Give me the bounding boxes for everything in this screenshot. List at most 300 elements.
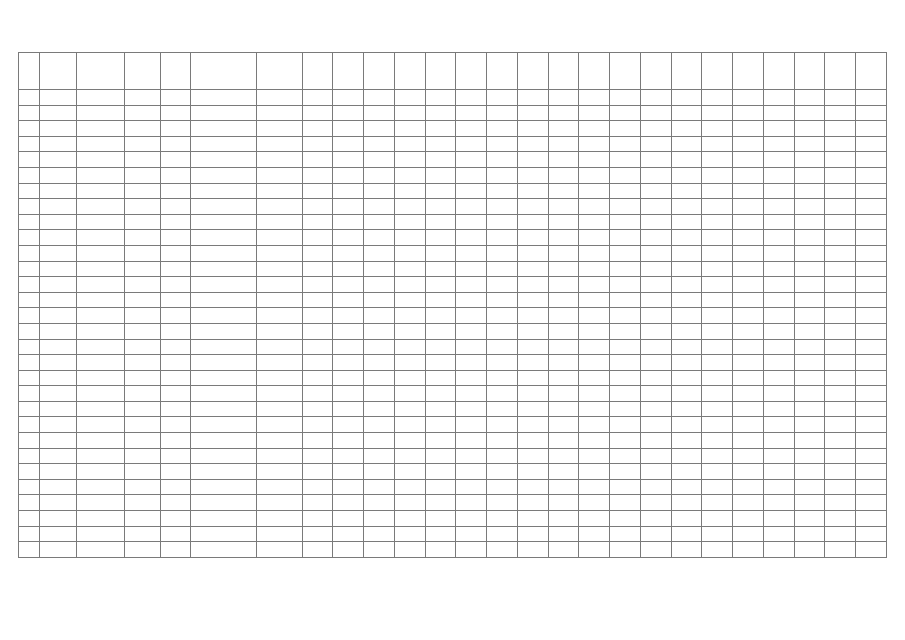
table-cell — [733, 464, 764, 480]
table-cell — [610, 386, 641, 402]
table-cell — [671, 277, 702, 293]
table-cell — [302, 370, 333, 386]
table-cell — [190, 417, 256, 433]
table-cell — [487, 526, 518, 542]
table-cell — [19, 105, 40, 121]
table-cell — [548, 464, 579, 480]
table-cell — [517, 339, 548, 355]
table-cell — [190, 401, 256, 417]
table-cell — [671, 526, 702, 542]
table-cell — [702, 308, 733, 324]
table-cell — [425, 542, 456, 558]
table-cell — [364, 464, 395, 480]
table-cell — [19, 370, 40, 386]
table-cell — [610, 261, 641, 277]
table-cell — [517, 417, 548, 433]
table-cell — [425, 433, 456, 449]
table-cell — [456, 323, 487, 339]
table-cell — [333, 245, 364, 261]
table-cell — [302, 417, 333, 433]
table-cell — [671, 136, 702, 152]
table-cell — [487, 308, 518, 324]
table-cell — [579, 511, 610, 527]
table-cell — [161, 370, 191, 386]
table-row — [19, 167, 887, 183]
table-cell — [257, 308, 303, 324]
table-cell — [302, 183, 333, 199]
table-cell — [548, 526, 579, 542]
table-cell — [257, 214, 303, 230]
table-cell — [794, 370, 825, 386]
table-cell — [487, 136, 518, 152]
table-row — [19, 136, 887, 152]
table-cell — [579, 90, 610, 106]
table-cell — [763, 136, 794, 152]
table-cell — [161, 386, 191, 402]
table-cell — [548, 511, 579, 527]
table-cell — [394, 261, 425, 277]
table-cell — [856, 90, 887, 106]
table-cell — [333, 261, 364, 277]
table-cell — [640, 495, 671, 511]
table-cell — [610, 183, 641, 199]
table-cell — [794, 183, 825, 199]
table-cell — [161, 479, 191, 495]
table-cell — [487, 355, 518, 371]
table-row — [19, 183, 887, 199]
table-cell — [161, 355, 191, 371]
table-cell — [763, 355, 794, 371]
table-cell — [257, 526, 303, 542]
column-header-10 — [364, 53, 395, 90]
table-cell — [825, 464, 856, 480]
table-cell — [763, 245, 794, 261]
table-cell — [257, 386, 303, 402]
table-cell — [257, 105, 303, 121]
table-cell — [124, 292, 160, 308]
table-cell — [610, 308, 641, 324]
table-cell — [487, 214, 518, 230]
table-cell — [124, 323, 160, 339]
table-cell — [161, 433, 191, 449]
table-cell — [548, 417, 579, 433]
table-cell — [548, 183, 579, 199]
table-cell — [394, 401, 425, 417]
table-cell — [733, 433, 764, 449]
table-cell — [548, 105, 579, 121]
table-cell — [487, 121, 518, 137]
table-cell — [702, 479, 733, 495]
table-cell — [763, 339, 794, 355]
table-cell — [763, 526, 794, 542]
table-cell — [856, 417, 887, 433]
table-cell — [487, 245, 518, 261]
table-cell — [640, 401, 671, 417]
table-cell — [610, 355, 641, 371]
table-cell — [610, 277, 641, 293]
table-cell — [257, 183, 303, 199]
table-cell — [517, 386, 548, 402]
column-header-24 — [794, 53, 825, 90]
table-cell — [19, 167, 40, 183]
table-cell — [302, 230, 333, 246]
table-cell — [77, 167, 125, 183]
table-cell — [579, 542, 610, 558]
table-cell — [161, 417, 191, 433]
table-cell — [825, 542, 856, 558]
table-cell — [124, 199, 160, 215]
table-cell — [579, 386, 610, 402]
table-cell — [825, 339, 856, 355]
table-cell — [333, 448, 364, 464]
table-cell — [825, 167, 856, 183]
table-cell — [19, 479, 40, 495]
table-cell — [333, 339, 364, 355]
table-cell — [579, 183, 610, 199]
table-cell — [763, 417, 794, 433]
table-cell — [517, 511, 548, 527]
table-cell — [856, 105, 887, 121]
table-cell — [394, 308, 425, 324]
column-header-19 — [640, 53, 671, 90]
table-cell — [456, 292, 487, 308]
table-cell — [825, 90, 856, 106]
table-cell — [456, 464, 487, 480]
table-row — [19, 90, 887, 106]
table-cell — [39, 245, 77, 261]
table-cell — [763, 479, 794, 495]
table-cell — [487, 167, 518, 183]
table-cell — [702, 136, 733, 152]
table-cell — [610, 292, 641, 308]
table-cell — [77, 526, 125, 542]
table-cell — [333, 167, 364, 183]
table-cell — [124, 386, 160, 402]
table-cell — [456, 277, 487, 293]
table-cell — [456, 479, 487, 495]
table-cell — [19, 277, 40, 293]
table-cell — [517, 292, 548, 308]
table-cell — [640, 386, 671, 402]
table-cell — [39, 292, 77, 308]
table-cell — [856, 511, 887, 527]
table-cell — [190, 167, 256, 183]
table-cell — [364, 277, 395, 293]
table-cell — [517, 370, 548, 386]
table-cell — [794, 261, 825, 277]
table-cell — [579, 167, 610, 183]
table-cell — [124, 495, 160, 511]
table-cell — [702, 199, 733, 215]
table-cell — [19, 542, 40, 558]
table-cell — [39, 277, 77, 293]
table-cell — [394, 230, 425, 246]
table-cell — [702, 261, 733, 277]
table-row — [19, 386, 887, 402]
table-cell — [333, 183, 364, 199]
table-cell — [302, 199, 333, 215]
table-cell — [39, 199, 77, 215]
table-cell — [794, 292, 825, 308]
table-cell — [257, 277, 303, 293]
table-cell — [579, 152, 610, 168]
table-cell — [124, 245, 160, 261]
table-row — [19, 339, 887, 355]
table-cell — [394, 277, 425, 293]
table-cell — [671, 401, 702, 417]
table-cell — [124, 152, 160, 168]
table-cell — [364, 121, 395, 137]
table-cell — [548, 355, 579, 371]
table-cell — [794, 308, 825, 324]
table-cell — [257, 479, 303, 495]
table-cell — [579, 448, 610, 464]
table-cell — [610, 464, 641, 480]
table-row — [19, 448, 887, 464]
table-cell — [640, 339, 671, 355]
table-cell — [425, 495, 456, 511]
table-cell — [579, 495, 610, 511]
table-cell — [425, 199, 456, 215]
table-cell — [364, 417, 395, 433]
table-cell — [124, 526, 160, 542]
table-cell — [702, 542, 733, 558]
table-cell — [671, 230, 702, 246]
table-cell — [702, 230, 733, 246]
table-cell — [19, 121, 40, 137]
table-cell — [394, 105, 425, 121]
table-cell — [640, 105, 671, 121]
table-cell — [333, 90, 364, 106]
column-header-23 — [763, 53, 794, 90]
table-cell — [517, 495, 548, 511]
table-cell — [77, 136, 125, 152]
table-cell — [124, 401, 160, 417]
table-cell — [19, 199, 40, 215]
table-cell — [733, 167, 764, 183]
table-cell — [640, 199, 671, 215]
table-cell — [733, 245, 764, 261]
table-cell — [190, 526, 256, 542]
table-cell — [733, 386, 764, 402]
table-cell — [425, 370, 456, 386]
table-cell — [733, 511, 764, 527]
table-cell — [302, 292, 333, 308]
table-cell — [733, 479, 764, 495]
table-cell — [856, 136, 887, 152]
table-cell — [39, 386, 77, 402]
table-row — [19, 370, 887, 386]
table-cell — [190, 261, 256, 277]
table-cell — [77, 479, 125, 495]
table-cell — [77, 433, 125, 449]
table-cell — [763, 401, 794, 417]
table-cell — [425, 448, 456, 464]
table-cell — [364, 183, 395, 199]
table-cell — [333, 464, 364, 480]
table-cell — [763, 495, 794, 511]
table-cell — [425, 90, 456, 106]
table-cell — [19, 401, 40, 417]
column-header-2 — [39, 53, 77, 90]
table-cell — [456, 90, 487, 106]
column-header-18 — [610, 53, 641, 90]
table-cell — [610, 448, 641, 464]
table-cell — [671, 121, 702, 137]
table-cell — [733, 214, 764, 230]
table-cell — [425, 526, 456, 542]
table-cell — [671, 542, 702, 558]
table-cell — [763, 433, 794, 449]
table-cell — [190, 433, 256, 449]
table-cell — [456, 121, 487, 137]
table-cell — [548, 339, 579, 355]
table-cell — [39, 448, 77, 464]
table-cell — [671, 261, 702, 277]
table-cell — [124, 479, 160, 495]
table-cell — [302, 245, 333, 261]
table-cell — [517, 214, 548, 230]
table-cell — [124, 183, 160, 199]
table-cell — [364, 245, 395, 261]
table-cell — [39, 214, 77, 230]
table-cell — [425, 183, 456, 199]
table-cell — [517, 152, 548, 168]
table-cell — [517, 308, 548, 324]
table-cell — [763, 292, 794, 308]
table-cell — [161, 495, 191, 511]
table-body — [19, 90, 887, 558]
table-cell — [610, 526, 641, 542]
table-cell — [333, 386, 364, 402]
table-cell — [364, 152, 395, 168]
table-cell — [257, 152, 303, 168]
table-cell — [548, 230, 579, 246]
table-cell — [579, 526, 610, 542]
table-cell — [579, 355, 610, 371]
table-cell — [257, 136, 303, 152]
table-cell — [671, 448, 702, 464]
table-row — [19, 277, 887, 293]
table-cell — [456, 230, 487, 246]
table-cell — [257, 339, 303, 355]
table-cell — [517, 479, 548, 495]
table-cell — [763, 199, 794, 215]
table-cell — [671, 370, 702, 386]
table-cell — [548, 277, 579, 293]
table-cell — [825, 526, 856, 542]
table-cell — [257, 433, 303, 449]
table-cell — [733, 417, 764, 433]
table-cell — [610, 401, 641, 417]
table-cell — [302, 121, 333, 137]
table-cell — [487, 261, 518, 277]
table-cell — [161, 511, 191, 527]
table-cell — [548, 292, 579, 308]
table-cell — [364, 261, 395, 277]
table-cell — [190, 245, 256, 261]
table-cell — [161, 261, 191, 277]
table-cell — [364, 323, 395, 339]
table-cell — [610, 417, 641, 433]
table-cell — [517, 183, 548, 199]
table-cell — [394, 214, 425, 230]
table-cell — [425, 214, 456, 230]
table-cell — [548, 136, 579, 152]
table-cell — [856, 308, 887, 324]
table-cell — [39, 479, 77, 495]
table-cell — [671, 511, 702, 527]
table-cell — [763, 183, 794, 199]
table-cell — [257, 167, 303, 183]
table-cell — [579, 245, 610, 261]
table-cell — [161, 121, 191, 137]
table-cell — [763, 90, 794, 106]
column-header-5 — [161, 53, 191, 90]
table-cell — [19, 308, 40, 324]
table-cell — [794, 526, 825, 542]
table-cell — [394, 199, 425, 215]
table-cell — [394, 183, 425, 199]
table-cell — [77, 448, 125, 464]
table-cell — [190, 495, 256, 511]
table-cell — [124, 464, 160, 480]
table-cell — [825, 308, 856, 324]
table-cell — [610, 370, 641, 386]
table-cell — [517, 121, 548, 137]
table-cell — [702, 464, 733, 480]
table-cell — [364, 370, 395, 386]
table-cell — [161, 339, 191, 355]
table-header-row — [19, 53, 887, 90]
table-cell — [517, 542, 548, 558]
table-cell — [39, 433, 77, 449]
table-cell — [517, 90, 548, 106]
table-cell — [825, 105, 856, 121]
table-cell — [702, 121, 733, 137]
table-cell — [640, 261, 671, 277]
table-cell — [671, 90, 702, 106]
table-cell — [19, 386, 40, 402]
table-cell — [124, 339, 160, 355]
table-cell — [302, 542, 333, 558]
table-cell — [579, 214, 610, 230]
table-cell — [19, 417, 40, 433]
table-cell — [161, 214, 191, 230]
table-cell — [257, 542, 303, 558]
table-cell — [517, 199, 548, 215]
table-cell — [456, 339, 487, 355]
table-cell — [794, 90, 825, 106]
table-cell — [161, 199, 191, 215]
table-cell — [364, 433, 395, 449]
column-header-1 — [19, 53, 40, 90]
table-cell — [825, 417, 856, 433]
table-cell — [77, 339, 125, 355]
table-cell — [302, 277, 333, 293]
table-cell — [487, 183, 518, 199]
table-cell — [794, 542, 825, 558]
table-cell — [333, 511, 364, 527]
table-cell — [702, 401, 733, 417]
table-row — [19, 230, 887, 246]
table-cell — [856, 167, 887, 183]
table-cell — [640, 167, 671, 183]
table-cell — [302, 323, 333, 339]
table-cell — [19, 245, 40, 261]
table-cell — [190, 90, 256, 106]
table-cell — [579, 479, 610, 495]
